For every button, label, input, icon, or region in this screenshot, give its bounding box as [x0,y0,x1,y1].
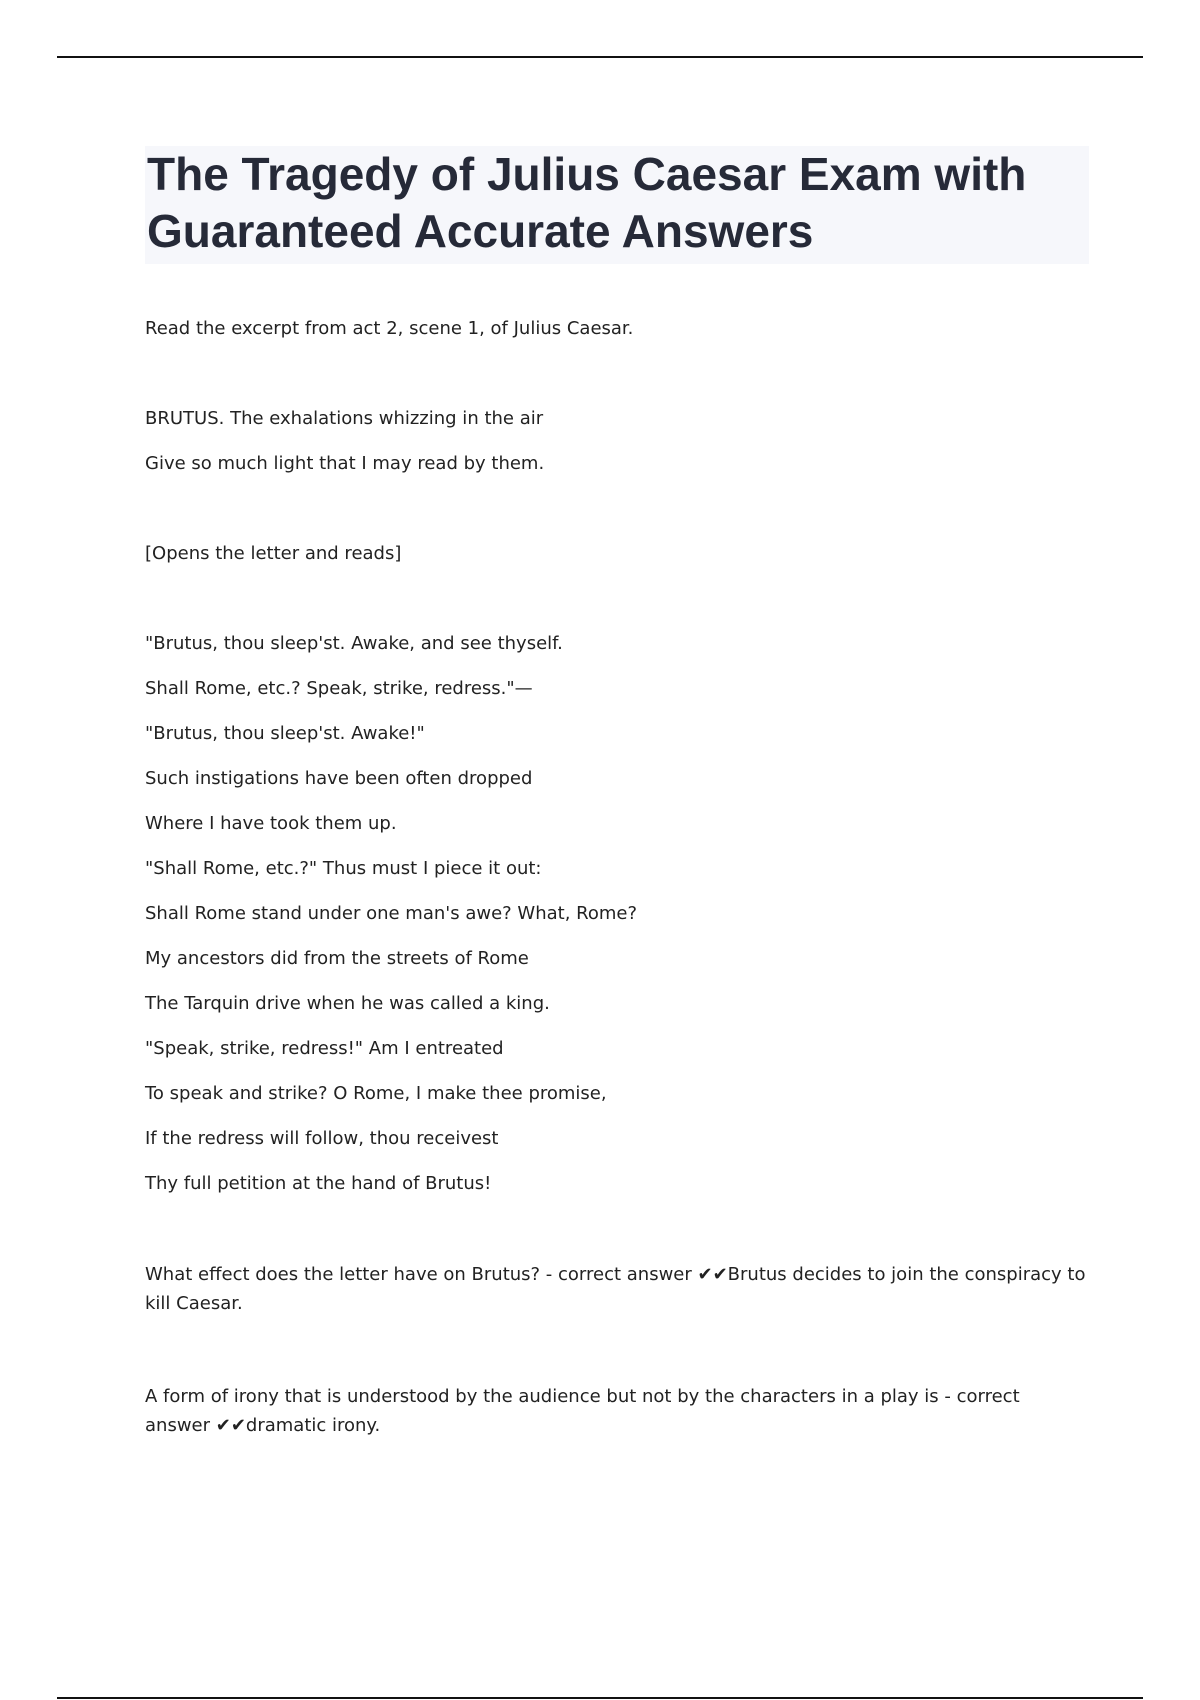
letter-line: "Shall Rome, etc.?" Thus must I piece it out: [145,858,542,879]
question-answer: A form of irony that is understood by the audience but not by the characters in a play is - correct answer ✔✔dramatic irony. [145,1386,1020,1436]
question-answer: What effect does the letter have on Brutus? - correct answer ✔✔Brutus decides to join the conspiracy to kill Caesar. [145,1264,1086,1314]
top-divider [57,56,1143,58]
letter-line: The Tarquin drive when he was called a king. [145,993,550,1014]
letter-line: Shall Rome stand under one man's awe? What, Rome? [145,903,638,924]
title-block [145,146,1089,264]
letter-line: If the redress will follow, thou receivest [145,1128,499,1149]
letter-line: My ancestors did from the streets of Rome [145,948,529,969]
letter-line: Thy full petition at the hand of Brutus! [145,1173,492,1194]
document-title: The Tragedy of Julius Caesar Exam with Guaranteed Accurate Answers [147,148,1027,257]
spacer [145,351,1089,396]
letter-line: "Brutus, thou sleep'st. Awake!" [145,723,425,744]
letter-line: Such instigations have been often dropped [145,768,533,789]
bottom-divider [57,1697,1143,1699]
intro-text: Read the excerpt from act 2, scene 1, of Julius Caesar. [145,318,634,339]
stage-direction: [Opens the letter and reads] [145,543,402,564]
letter-line: Shall Rome, etc.? Speak, strike, redress."— [145,678,533,699]
spacer [145,486,1089,531]
letter-line: Where I have took them up. [145,813,397,834]
letter-line: "Brutus, thou sleep'st. Awake, and see thyself. [145,633,563,654]
excerpt-line: BRUTUS. The exhalations whizzing in the air [145,408,544,429]
letter-line: "Speak, strike, redress!" Am I entreated [145,1038,504,1059]
document-body [145,146,1089,1440]
letter-line: To speak and strike? O Rome, I make thee promise, [145,1083,607,1104]
excerpt-line: Give so much light that I may read by them. [145,453,545,474]
spacer [145,576,1089,621]
